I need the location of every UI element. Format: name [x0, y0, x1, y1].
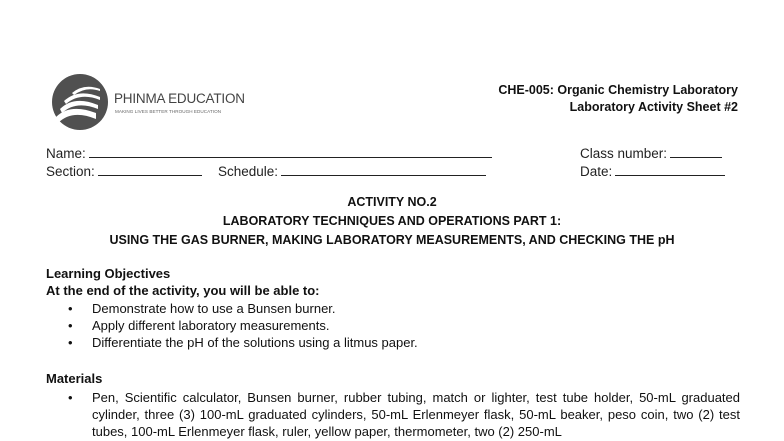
materials-item	[68, 389, 740, 440]
section-line[interactable]	[98, 163, 202, 176]
activity-title-line2: USING THE GAS BURNER, MAKING LABORATORY MEASUREMENTS, AND CHECKING THE pH	[109, 233, 675, 247]
materials-heading: Materials	[46, 371, 103, 386]
schedule-field[interactable]	[218, 163, 486, 179]
list-item: • Apply different laboratory measurements.	[68, 317, 418, 334]
objectives-heading: Learning Objectives	[46, 266, 171, 281]
schedule-line[interactable]	[281, 163, 486, 176]
schedule-label: Schedule:	[218, 164, 279, 179]
logo-name: PHINMA EDUCATION	[114, 91, 245, 106]
course-title: CHE-005: Organic Chemistry Laboratory	[498, 83, 738, 97]
date-line[interactable]	[615, 163, 725, 176]
class-number-label: Class number:	[580, 146, 668, 161]
date-label: Date:	[580, 164, 613, 179]
section-field[interactable]	[46, 163, 202, 179]
activity-number: ACTIVITY NO.2	[347, 195, 437, 209]
name-label: Name:	[46, 146, 86, 161]
objectives-intro: At the end of the activity, you will be able to:	[46, 283, 320, 298]
name-line[interactable]	[89, 145, 492, 158]
phinma-logo	[50, 73, 250, 133]
activity-title-line1: LABORATORY TECHNIQUES AND OPERATIONS PART 1:	[222, 214, 562, 228]
course-header	[498, 82, 738, 116]
sheet-title: Laboratory Activity Sheet #2	[569, 100, 738, 114]
section-label: Section:	[46, 164, 95, 179]
list-item: • Differentiate the pH of the solutions using a litmus paper.	[68, 334, 418, 351]
phinma-logo-icon	[50, 73, 110, 133]
logo-tagline: MAKING LIVES BETTER THROUGH EDUCATION	[115, 109, 222, 114]
bullet-icon: •	[68, 390, 73, 405]
name-field[interactable]	[46, 145, 492, 161]
class-number-line[interactable]	[670, 145, 722, 158]
objectives-list	[68, 300, 418, 351]
class-number-field[interactable]	[580, 145, 722, 161]
materials-text: Pen, Scientific calculator, Bunsen burner, rubber tubing, match or lighter, test tube holder, 50-mL graduated cylinder, three (3) 100-mL graduated cylinders, 50-mL Erlenmeyer flask, 50-mL beaker, peso coin, two (2) test tubes, 100-mL Erlenmeyer flask, ruler, yellow paper, thermometer, two (2) 250-mL	[92, 390, 740, 439]
date-field[interactable]	[580, 163, 725, 179]
list-item: • Demonstrate how to use a Bunsen burner.	[68, 300, 418, 317]
